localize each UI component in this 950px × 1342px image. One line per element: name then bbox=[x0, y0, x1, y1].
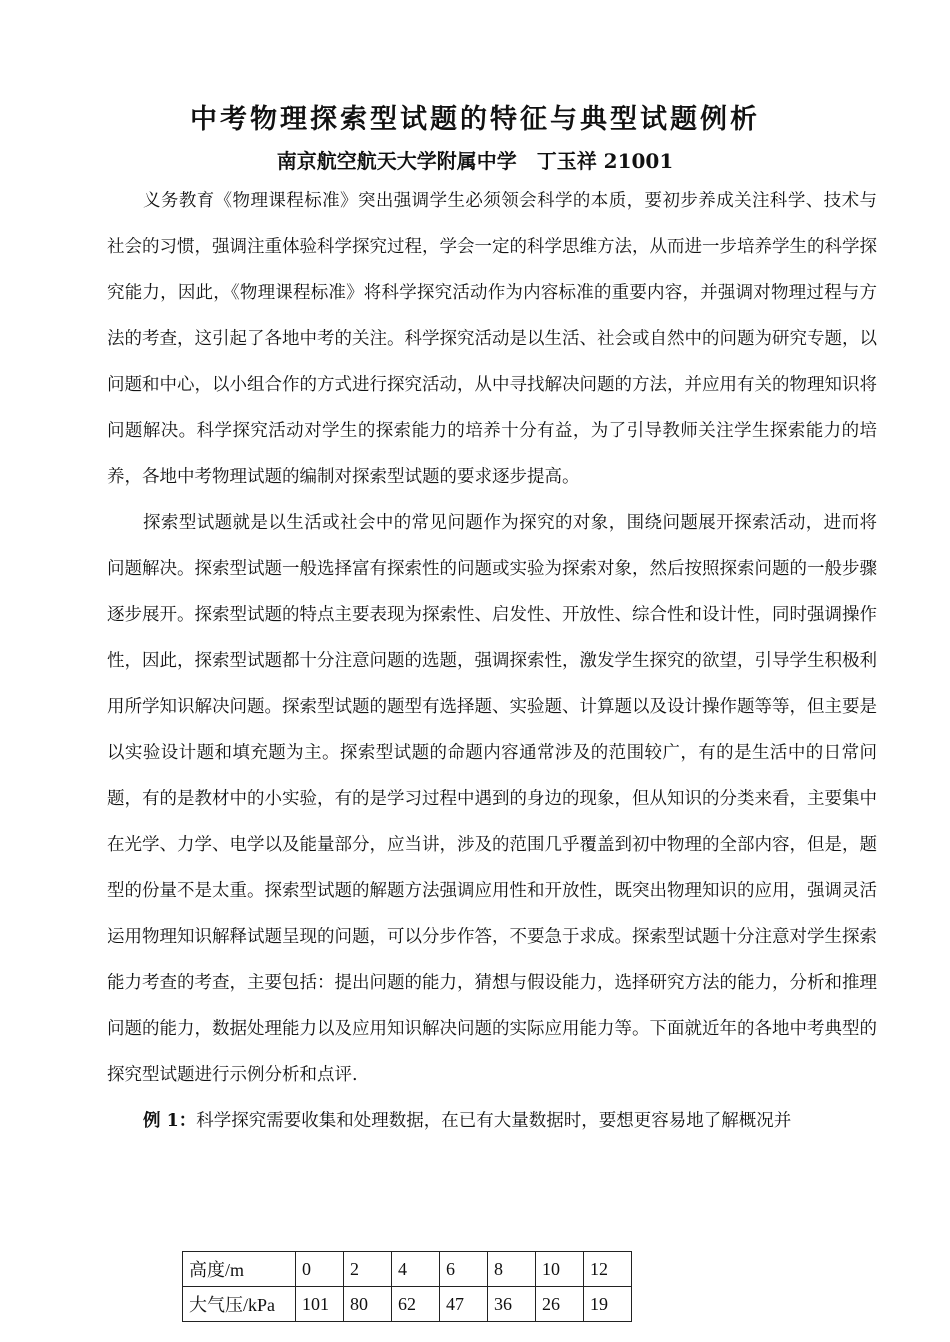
article-body bbox=[107, 178, 877, 1144]
table-cell: 62 bbox=[392, 1287, 440, 1322]
table-cell: 12 bbox=[584, 1252, 632, 1287]
table-cell: 80 bbox=[344, 1287, 392, 1322]
table-cell: 10 bbox=[536, 1252, 584, 1287]
author-organization: 南京航空航天大学附属中学 bbox=[276, 149, 517, 173]
document-title: 中考物理探索型试题的特征与典型试题例析 bbox=[190, 104, 760, 135]
author-line bbox=[0, 146, 950, 176]
paragraph-features: 探索型试题就是以生活或社会中的常见问题作为探究的对象，围绕问题展开探索活动，进而将问题解决。探索型试题一般选择富有探索性的问题或实验为探索对象，然后按照探索问题的一般步骤逐步展开。探索型试题的特点主要表现为探索性、启发性、开放性、综合性和设计性，同时强调操作性，因此，探索型试题都十分注意问题的选题，强调探索性，激发学生探究的欲望，引导学生积极利用所学知识解决问题。探索型试题的题型有选择题、实验题、计算题以及设计操作题等等，但主要是以实验设计题和填充题为主。探索型试题的命题内容通常涉及的范围较广，有的是生活中的日常问题，有的是教材中的小实验，有的是学习过程中遇到的身边的现象，但从知识的分类来看，主要集中在光学、力学、电学以及能量部分，应当讲，涉及的范围几乎覆盖到初中物理的全部内容，但是，题型的份量不是太重。探索型试题的解题方法强调应用性和开放性，既突出物理知识的应用，强调灵活运用物理知识解释试题呈现的问题，可以分步作答，不要急于求成。探索型试题十分注意对学生探索能力考查的考查，主要包括：提出问题的能力，猜想与假设能力，选择研究方法的能力，分析和推理问题的能力，数据处理能力以及应用知识解决问题的实际应用能力等。下面就近年的各地中考典型的探究型试题进行示例分析和点评. bbox=[107, 513, 877, 1085]
altitude-pressure-table bbox=[182, 1251, 632, 1322]
table-cell: 高度/m bbox=[183, 1252, 296, 1287]
table-cell: 26 bbox=[536, 1287, 584, 1322]
table-cell: 8 bbox=[488, 1252, 536, 1287]
table-cell: 101 bbox=[296, 1287, 344, 1322]
table-cell: 2 bbox=[344, 1252, 392, 1287]
table-cell: 47 bbox=[440, 1287, 488, 1322]
table-cell: 36 bbox=[488, 1287, 536, 1322]
example-text: 科学探究需要收集和处理数据，在已有大量数据时，要想更容易地了解概况并 bbox=[196, 1111, 792, 1131]
table-cell: 0 bbox=[296, 1252, 344, 1287]
table-cell: 4 bbox=[392, 1252, 440, 1287]
table-cell: 19 bbox=[584, 1287, 632, 1322]
table-cell: 大气压/kPa bbox=[183, 1287, 296, 1322]
table-row bbox=[183, 1252, 632, 1287]
table-cell: 6 bbox=[440, 1252, 488, 1287]
table-row bbox=[183, 1287, 632, 1322]
paragraph-intro: 义务教育《物理课程标准》突出强调学生必须领会科学的本质，要初步养成关注科学、技术与社会的习惯，强调注重体验科学探究过程，学会一定的科学思维方法，从而进一步培养学生的科学探究能力，因此，《物理课程标准》将科学探究活动作为内容标准的重要内容，并强调对物理过程与方法的考查，这引起了各地中考的关注。科学探究活动是以生活、社会或自然中的问题为研究专题，以问题和中心，以小组合作的方式进行探究活动，从中寻找解决问题的方法，并应用有关的物理知识将问题解决。科学探究活动对学生的探索能力的培养十分有益，为了引导教师关注学生探索能力的培养，各地中考物理试题的编制对探索型试题的要求逐步提高。 bbox=[107, 191, 877, 487]
example-1 bbox=[107, 1098, 877, 1144]
example-label: 例 1： bbox=[143, 1111, 197, 1131]
author-name: 丁玉祥 21001 bbox=[536, 149, 674, 173]
